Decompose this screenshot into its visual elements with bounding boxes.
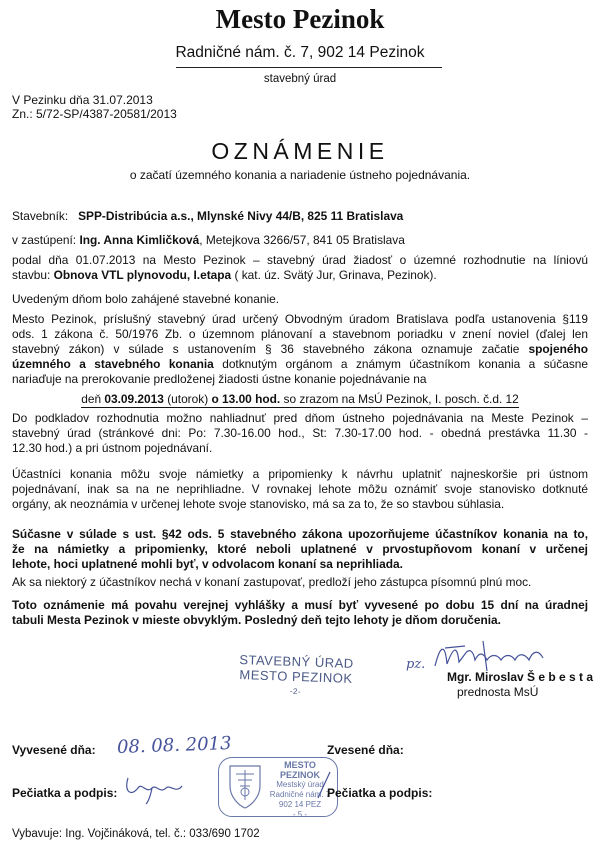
legal-line-2: ods. 1 zákona č. 50/1976 Zb. o územnom plánovaní a stavebnom poriadku v znení noviel (ďalej len (12, 327, 588, 341)
warning-line-1: Súčasne v súlade s ust. §42 ods. 5 stavebného zákona upozorňujeme účastníkov konania na to, (12, 527, 588, 541)
publicity-line-1: Toto oznámenie má povahu verejnej vyhlášky a musí byť vyvesené po dobu 15 dní na úradnej (12, 598, 588, 612)
legal-line-3: stavebný zákon) v súlade s ustanovením § 36 stavebného zákona oznamuje začatie spojeného (12, 342, 588, 356)
objections-line-1: Účastníci konania môžu svoje námietky a pripomienky k návrhu uplatniť najneskoršie pri ústnom (12, 467, 588, 481)
coat-of-arms-icon (226, 762, 264, 810)
started-sentence: Uvedeným dňom bolo zahájené stavebné konanie. (12, 292, 280, 306)
removed-label: Zvesené dňa: (327, 743, 404, 757)
builder-value: SPP-Distribúcia a.s., Mlynské Nivy 44/B, 825 11 Bratislava (78, 209, 404, 223)
project-name: Obnova VTL plynovodu, I.etapa (53, 268, 232, 282)
warning-line-2: že na námietky a pripomienky, ktoré neboli uplatnené v prvostupňovom konaní v určenej (12, 542, 588, 556)
posted-label: Vyvesené dňa: (12, 743, 96, 757)
builder-line (12, 209, 588, 224)
request-paragraph (12, 253, 588, 283)
meeting-line: deň 03.09.2013 (utorok) o 13.00 hod. so zrazom na MsÚ Pezinok, I. posch. č.d. 12 (81, 392, 519, 406)
header-divider (176, 67, 442, 68)
city-address: Radničné nám. č. 7, 902 14 Pezinok (175, 44, 425, 61)
signatory-name: Mgr. Miroslav Š e b e s t a (447, 670, 594, 684)
builder-label: Stavebník: (12, 209, 69, 223)
publicity-paragraph (12, 598, 588, 628)
proxy-sentence: Ak sa niektorý z účastníkov nechá v konaní zastupovať, predloží jeho zástupca písomnú plnú moc. (12, 575, 532, 589)
signatory-block (447, 670, 593, 700)
seal-label-right: Pečiatka a podpis: (327, 786, 433, 800)
office-name: stavebný úrad (263, 73, 337, 85)
city-title: Mesto Pezinok (215, 4, 385, 34)
notice-subheading: o začatí územného konania a nariadenie ústneho pojednávania. (129, 168, 471, 182)
representative-address: , Metejkova 3266/57, 841 05 Bratislava (199, 233, 405, 247)
contact-footer: Vybavuje: Ing. Vojčináková, tel. č.: 033/690 1702 (12, 828, 260, 840)
objections-paragraph (12, 467, 588, 512)
meeting-time: o 13.00 hod. (211, 392, 281, 406)
representative-line (12, 233, 588, 248)
representative-name: Ing. Anna Kimličková (79, 233, 200, 247)
issue-date: V Pezinku dňa 31.07.2013 (12, 93, 153, 107)
posting-signature (122, 770, 192, 805)
posted-date: 08. 08. 2013 (116, 733, 232, 758)
representative-label: v zastúpení: (12, 233, 77, 247)
reference-number: Zn.: 5/72-SP/4387-20581/2013 (12, 107, 177, 121)
request-line-2: stavbu: Obnova VTL plynovodu, I.etapa ( kat. úz. Svätý Jur, Grinava, Pezinok). (12, 268, 437, 282)
meeting-place: so zrazom na MsÚ Pezinok, I. posch. č.d. 12 (280, 392, 519, 406)
docs-line-3: 12.30 hod.) a pri ústnom pojednávaní. (12, 441, 213, 455)
legal-line-1: Mesto Pezinok, príslušný stavebný úrad určený Obvodným úradom Bratislava podľa ustanovenia §119 (12, 312, 588, 326)
reference-block (12, 93, 177, 121)
round-stamp-text: MESTO PEZINOK Mestský úrad Radničné nám. 7 902 14 PEZ - 5 - (269, 760, 331, 819)
publicity-line-2: tabuli Mesta Pezinok v mieste obvyklým. Posledný deň tejto lehoty je dňom doručenia. (12, 613, 501, 627)
warning-line-3: lehote, hoci uplatnené mohli byť, v odvolacom konaní sa neprihliada. (12, 557, 403, 571)
objections-line-3: orgány, ak neoznámia v určenej lehote svoje stanovisko, má sa za to, že so stavbou súhlasia. (12, 497, 505, 511)
pz-handwritten: pz. (406, 657, 426, 672)
legal-line-5: nariaďuje na prerokovanie predloženej žiadosti ústne konanie pojednávanie na (12, 372, 427, 386)
documents-paragraph (12, 411, 588, 456)
seal-label-left: Pečiatka a podpis: (12, 786, 118, 800)
meeting-date: 03.09.2013 (104, 392, 164, 406)
objections-line-2: pojednávaní, inak sa na ne neprihliadne. V rovnakej lehote môžu oznámiť svoje stanovisko dotknuté (12, 482, 588, 496)
docs-line-2: stavebný úrad (stránkové dni: Po: 7.30-16.00 hod., St: 7.30-17.00 hod. - obedná prestávka 11.30 - (12, 426, 588, 440)
office-stamp: STAVEBNÝ ÚRAD MESTO PEZINOK -2- (239, 652, 354, 697)
signatory-role: prednosta MsÚ (457, 685, 539, 699)
docs-line-1: Do podkladov rozhodnutia možno nahliadnuť pred dňom ústneho pojednávania na Meste Pezinok – (12, 411, 588, 425)
request-line-1: podal dňa 01.07.2013 na Mesto Pezinok – stavebný úrad žiadosť o územné rozhodnutie na líniovú (12, 253, 588, 267)
notice-heading: OZNÁMENIE (211, 138, 389, 164)
legal-line-4: územného a stavebného konania dotknutým orgánom a známym účastníkom konania a súčasne (12, 357, 588, 371)
posting-check-mark (314, 770, 336, 800)
warning-paragraph (12, 527, 588, 572)
legal-paragraph (12, 312, 588, 387)
